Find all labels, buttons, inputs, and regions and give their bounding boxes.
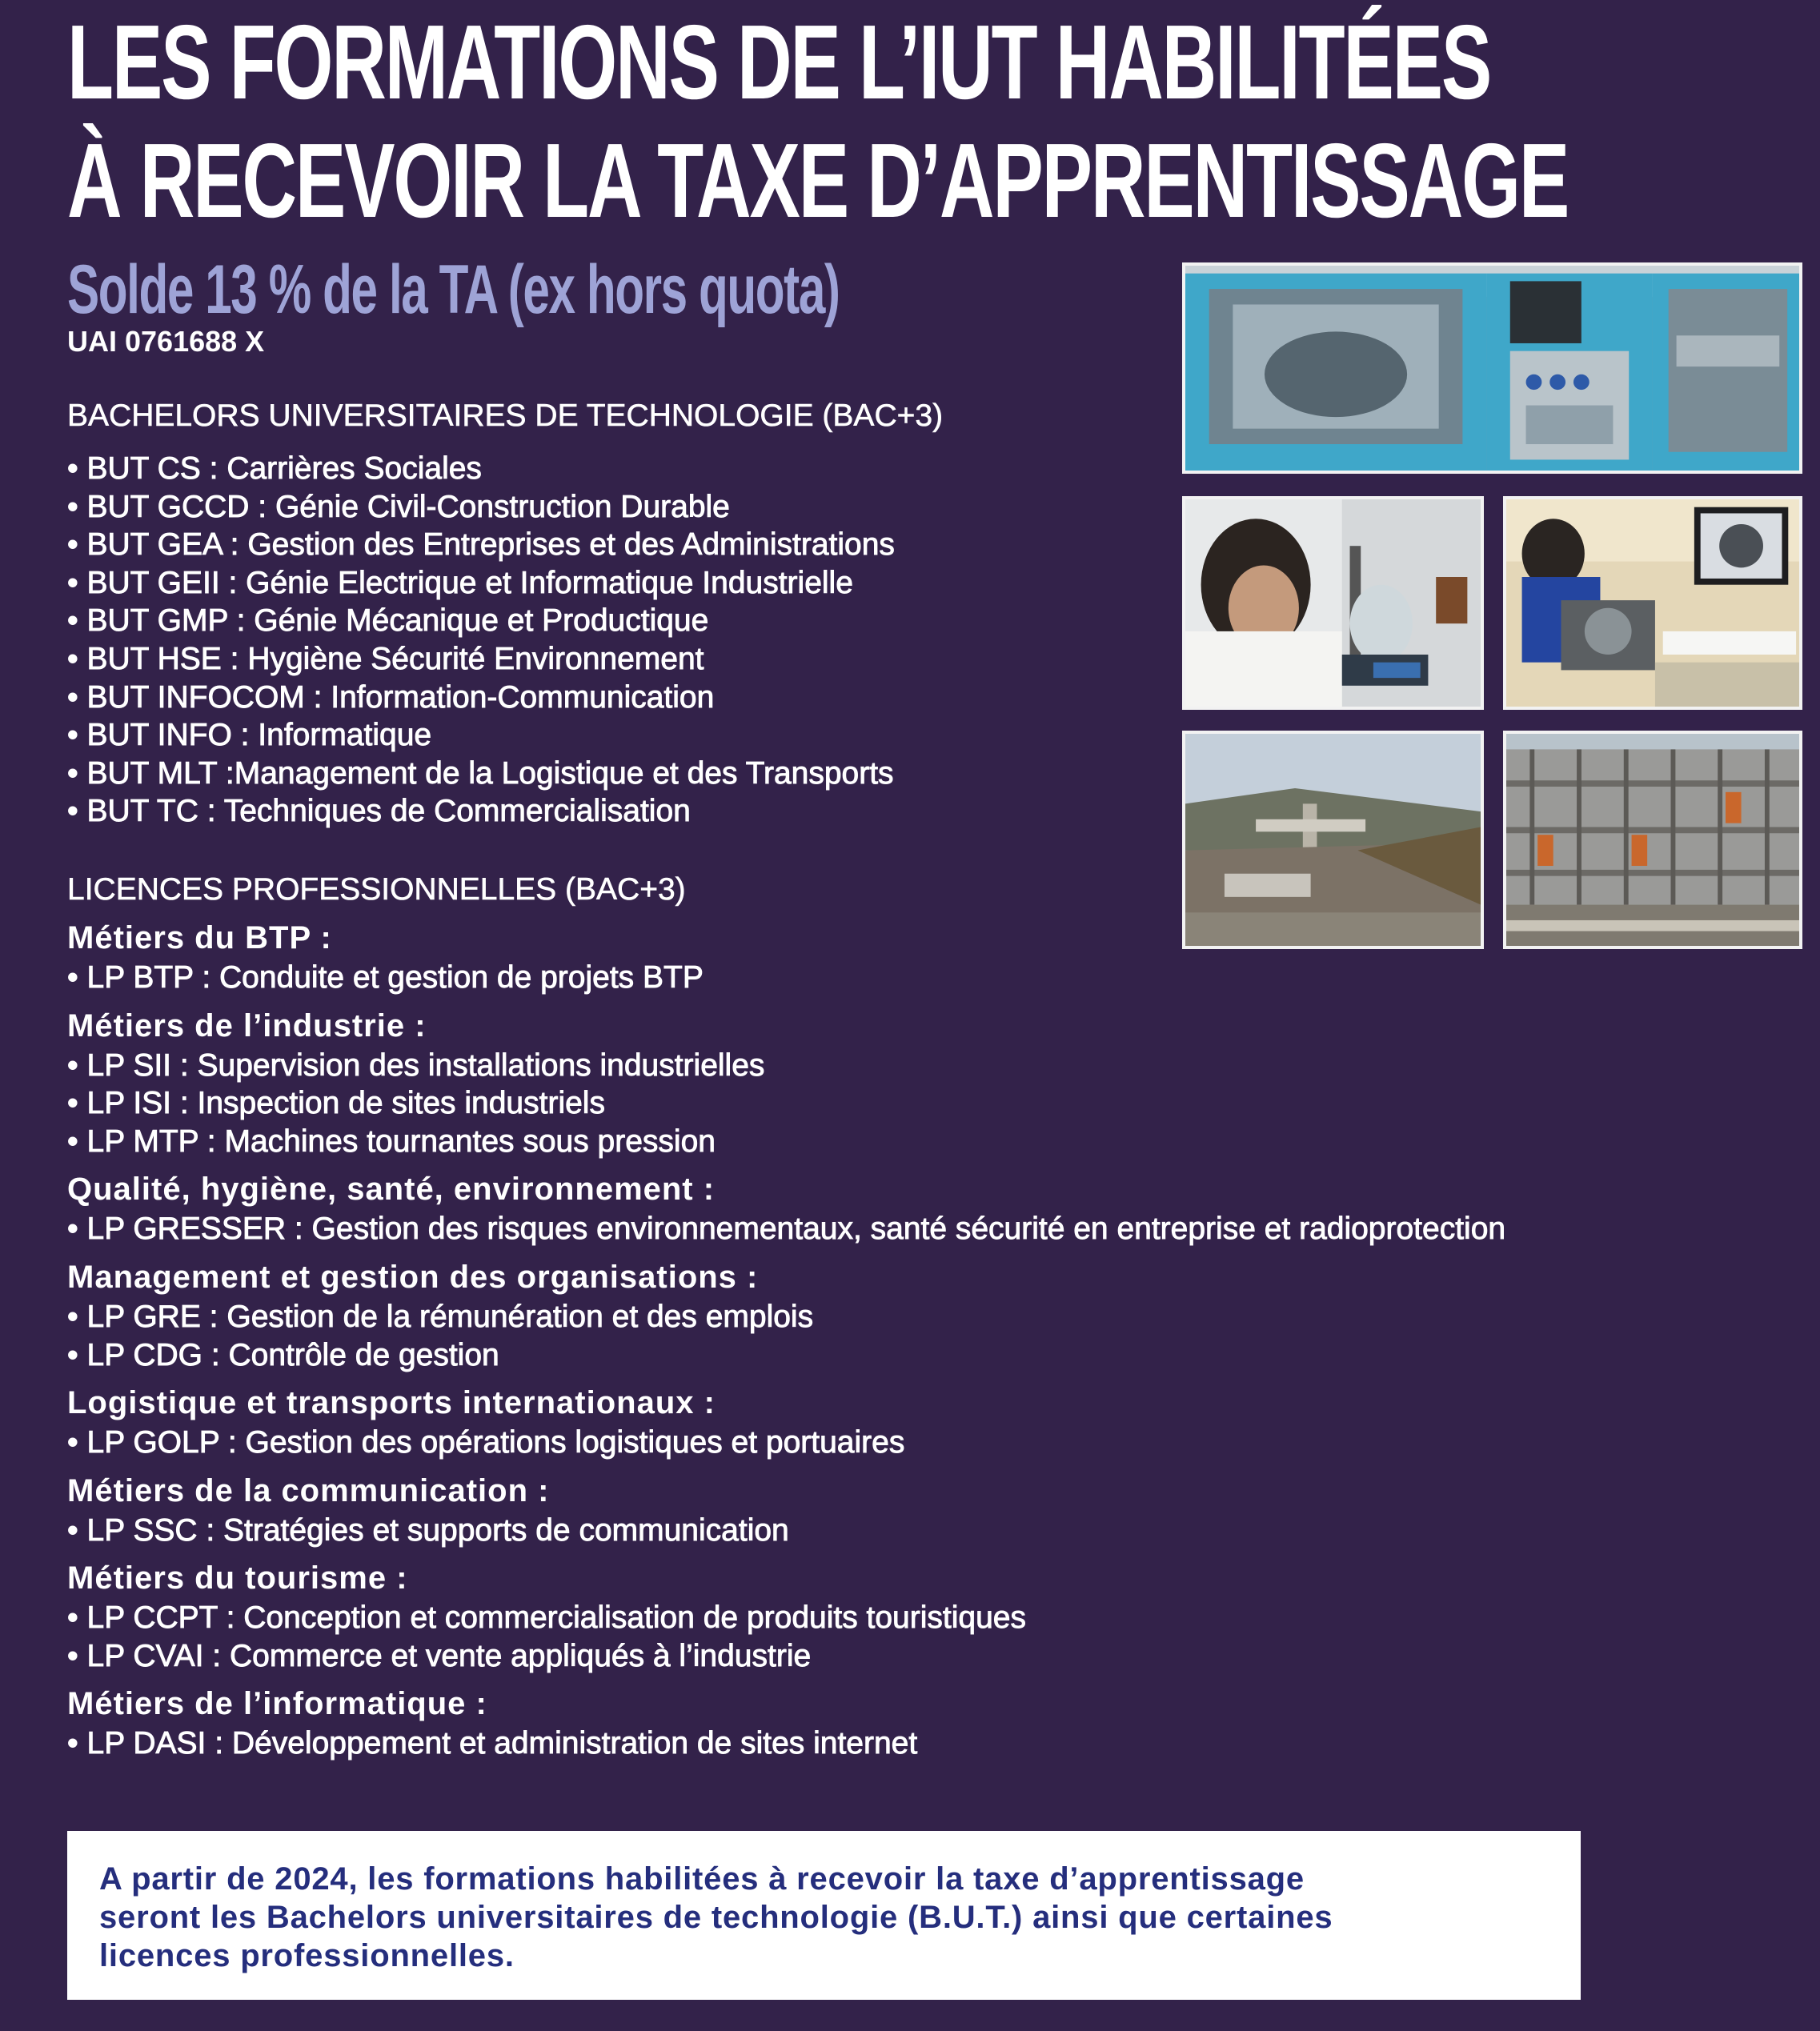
uai-code: UAI 0761688 X (67, 325, 265, 358)
category-heading: Logistique et transports internationaux : (67, 1385, 716, 1421)
lp-group-qhse (67, 1168, 1716, 1248)
lp-list (67, 1512, 1716, 1550)
lp-list (67, 1725, 1716, 1763)
list-item: • LP GRESSER : Gestion des risques environnementaux, santé sécurité en entreprise et radioprotection (67, 1210, 1716, 1248)
category-heading: Métiers du BTP : (67, 919, 332, 955)
lp-list (67, 1424, 1716, 1462)
title-line-2: À RECEVOIR LA TAXE D’APPRENTISSAGE (67, 122, 1569, 239)
lp-list (67, 1047, 1716, 1161)
notice-line-2: seront les Bachelors universitaires de technologie (B.U.T.) ainsi que certaines (99, 1900, 1333, 1935)
notice-line-3: licences professionnelles. (99, 1938, 515, 1973)
list-item: • BUT CS : Carrières Sociales (67, 450, 1716, 488)
category-heading: Qualité, hygiène, santé, environnement : (67, 1172, 716, 1208)
list-item: • LP DASI : Développement et administration de sites internet (67, 1725, 1716, 1763)
list-item: • LP SSC : Stratégies et supports de communication (67, 1512, 1716, 1550)
list-item: • BUT TC : Techniques de Commercialisation (67, 792, 1716, 831)
list-item: • LP MTP : Machines tournantes sous pression (67, 1123, 1716, 1161)
lp-group-industrie (67, 1005, 1716, 1161)
list-item: • LP SII : Supervision des installations industrielles (67, 1047, 1716, 1085)
list-item: • LP GRE : Gestion de la rémunération et des emplois (67, 1298, 1716, 1336)
lp-list (67, 1210, 1716, 1248)
list-item: • LP CDG : Contrôle de gestion (67, 1336, 1716, 1375)
lp-group-management (67, 1256, 1716, 1374)
notice-box (67, 1831, 1581, 2000)
photo-industrial-machine (1182, 262, 1802, 474)
lp-list (67, 1599, 1716, 1675)
list-item: • BUT GMP : Génie Mécanique et Productique (67, 602, 1716, 640)
lp-group-logistique (67, 1382, 1716, 1462)
lp-groups (67, 917, 1716, 1763)
lp-group-tourisme (67, 1557, 1716, 1675)
list-item: • BUT INFOCOM : Information-Communication (67, 679, 1716, 717)
category-heading: Management et gestion des organisations : (67, 1259, 759, 1295)
notice-line-1: A partir de 2024, les formations habilitées à recevoir la taxe d’apprentissage (99, 1861, 1305, 1897)
list-item: • BUT GCCD : Génie Civil-Construction Durable (67, 488, 1716, 527)
list-item: • BUT INFO : Informatique (67, 716, 1716, 755)
list-item: • BUT HSE : Hygiène Sécurité Environnement (67, 640, 1716, 679)
category-heading: Métiers de l’industrie : (67, 1007, 427, 1044)
lp-list (67, 1298, 1716, 1374)
list-item: • BUT MLT :Management de la Logistique et des Transports (67, 755, 1716, 793)
title-line-1: LES FORMATIONS DE L’IUT HABILITÉES (67, 3, 1491, 121)
photo-construction-site (1182, 731, 1484, 949)
category-heading: Métiers de la communication : (67, 1472, 550, 1508)
list-item: • LP CCPT : Conception et commercialisation de produits touristiques (67, 1599, 1716, 1637)
list-item: • LP CVAI : Commerce et vente appliqués à l’industrie (67, 1637, 1716, 1676)
list-item: • BUT GEA : Gestion des Entreprises et des Administrations (67, 526, 1716, 564)
list-item: • LP ISI : Inspection de sites industriels (67, 1084, 1716, 1123)
list-item: • LP GOLP : Gestion des opérations logistiques et portuaires (67, 1424, 1716, 1462)
lp-group-informatique (67, 1683, 1716, 1763)
lp-group-communication (67, 1470, 1716, 1550)
lp-list (67, 959, 1716, 997)
subtitle: Solde 13 % de la TA (ex hors quota) (67, 251, 840, 328)
but-section-heading: BACHELORS UNIVERSITAIRES DE TECHNOLOGIE (BAC+3) (67, 399, 944, 433)
lp-section-heading: LICENCES PROFESSIONNELLES (BAC+3) (67, 871, 686, 907)
category-heading: Métiers du tourisme : (67, 1560, 408, 1596)
photo-cad-workstation (1503, 496, 1802, 710)
photo-lab-student (1182, 496, 1484, 710)
list-item: • BUT GEII : Génie Electrique et Informatique Industrielle (67, 564, 1716, 603)
list-item: • LP BTP : Conduite et gestion de projets BTP (67, 959, 1716, 997)
page-title (67, 3, 1569, 240)
category-heading: Métiers de l’informatique : (67, 1686, 487, 1722)
photo-building-scaffolding (1503, 731, 1802, 949)
